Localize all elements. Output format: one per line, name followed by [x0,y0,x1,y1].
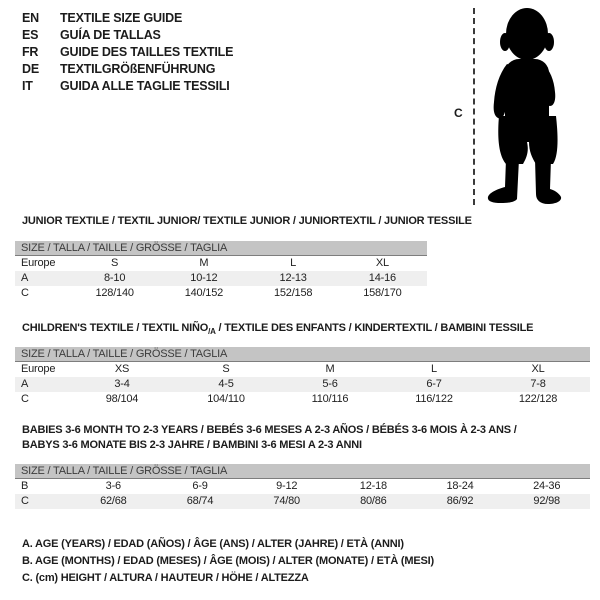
language-title-list [22,10,233,95]
lang-code: FR [22,45,39,59]
size-cell: S [222,363,230,375]
lang-title: GUIDE DES TAILLES TEXTILE [60,45,234,59]
size-cell: 98/104 [105,393,139,405]
size-header-band: SIZE / TALLA / TAILLE / GRÖSSE / TAGLIA [15,347,590,362]
babies-section-title [22,423,582,453]
size-cell: 80/86 [360,495,387,507]
size-cell: 74/80 [273,495,300,507]
height-dashed-line [473,8,475,205]
lang-row-de [22,61,233,78]
table-row [15,271,427,286]
junior-size-table [15,241,427,301]
size-cell: 62/68 [100,495,127,507]
row-label: B [21,480,29,492]
size-cell: 122/128 [518,393,558,405]
children-title-post: / TEXTILE DES ENFANTS / KINDERTEXTIL / BAMBINI TESSILE [215,322,534,334]
size-cell: 116/122 [415,393,453,405]
size-cell: XS [114,363,130,375]
size-cell: 86/92 [446,495,474,507]
size-cell: XL [531,363,545,375]
babies-size-table [15,464,590,509]
table-row [15,479,590,494]
size-cell: 4-5 [218,378,234,390]
baby-silhouette-icon [479,4,571,206]
lang-code: IT [22,79,33,93]
row-label: A [21,378,29,390]
lang-row-es [22,27,233,44]
table-row [15,494,590,509]
size-cell: 8-10 [104,272,126,284]
junior-section-title: JUNIOR TEXTILE / TEXTIL JUNIOR/ TEXTILE JUNIOR / JUNIORTEXTIL / JUNIOR TESSILE [22,215,472,227]
row-label: Europe [21,363,56,375]
lang-code: ES [22,28,39,42]
size-cell: 92/98 [533,495,560,507]
size-cell: 10-12 [190,272,218,284]
size-cell: 18-24 [446,480,474,492]
size-cell: 24-36 [533,480,561,492]
size-cell: 152/158 [273,287,313,299]
table-row [15,256,427,271]
row-label: A [21,272,29,284]
babies-title-line1: BABIES 3-6 MONTH TO 2-3 YEARS / BEBÉS 3-6 MESES A 2-3 AÑOS / BÉBÉS 3-6 MOIS À 2-3 ANS / [22,424,517,436]
size-cell: M [199,257,209,269]
size-cell: 158/170 [363,287,402,299]
footnote-c: C. (cm) HEIGHT / ALTURA / HAUTEUR / HÖHE / ALTEZZA [22,572,309,584]
table-row [15,362,590,377]
table-row [15,377,590,392]
lang-title: TEXTILE SIZE GUIDE [60,11,183,25]
size-cell: 140/152 [184,287,224,299]
size-cell: S [111,257,119,269]
size-cell: M [325,363,335,375]
size-cell: 128/140 [95,287,134,299]
row-label: C [21,495,29,507]
measurement-figure [448,0,600,212]
size-cell: 12-13 [279,272,307,284]
size-cell: L [431,363,437,375]
footnote-b: B. AGE (MONTHS) / EDAD (MESES) / ÂGE (MOIS) / ALTER (MONATE) / ETÀ (MESI) [22,555,434,567]
size-header-band: SIZE / TALLA / TAILLE / GRÖSSE / TAGLIA [15,241,427,256]
babies-title-line2: BABYS 3-6 MONATE BIS 2-3 JAHRE / BAMBINI 3-6 MESI A 2-3 ANNI [22,439,362,451]
size-cell: L [290,257,297,269]
lang-row-fr [22,44,233,61]
size-cell: 6-7 [426,378,442,390]
size-header-band: SIZE / TALLA / TAILLE / GRÖSSE / TAGLIA [15,464,590,479]
row-label: C [21,393,29,405]
size-cell: 3-4 [114,378,130,390]
lang-title: GUÍA DE TALLAS [60,28,161,42]
lang-title: GUIDA ALLE TAGLIE TESSILI [60,79,230,93]
footnote-a: A. AGE (YEARS) / EDAD (AÑOS) / ÂGE (ANS) / ALTER (JAHRE) / ETÀ (ANNI) [22,538,404,550]
size-cell: 7-8 [530,378,546,390]
size-cell: 14-16 [368,272,396,284]
row-label: Europe [21,257,56,269]
lang-code: DE [22,62,39,76]
children-section-title [22,322,533,336]
children-title-sub: /A [208,327,216,337]
table-row [15,286,427,301]
size-cell: XL [375,257,389,269]
size-cell: 110/116 [311,393,349,405]
footnote-legend [22,536,434,587]
children-title-pre: CHILDREN'S TEXTILE / TEXTIL NIÑO [22,322,209,334]
lang-code: EN [22,11,39,25]
lang-title: TEXTILGRÖßENFÜHRUNG [60,62,216,76]
size-cell: 5-6 [322,378,338,390]
children-size-table [15,347,590,407]
table-row [15,392,590,407]
size-cell: 9-12 [276,480,298,492]
size-cell: 6-9 [192,480,208,492]
size-cell: 12-18 [359,480,387,492]
size-cell: 68/74 [186,495,214,507]
row-label: C [21,287,29,299]
lang-row-en [22,10,233,27]
size-cell: 3-6 [105,480,121,492]
height-measure-label: C [454,106,463,120]
size-cell: 104/110 [207,393,245,405]
lang-row-it [22,78,233,95]
